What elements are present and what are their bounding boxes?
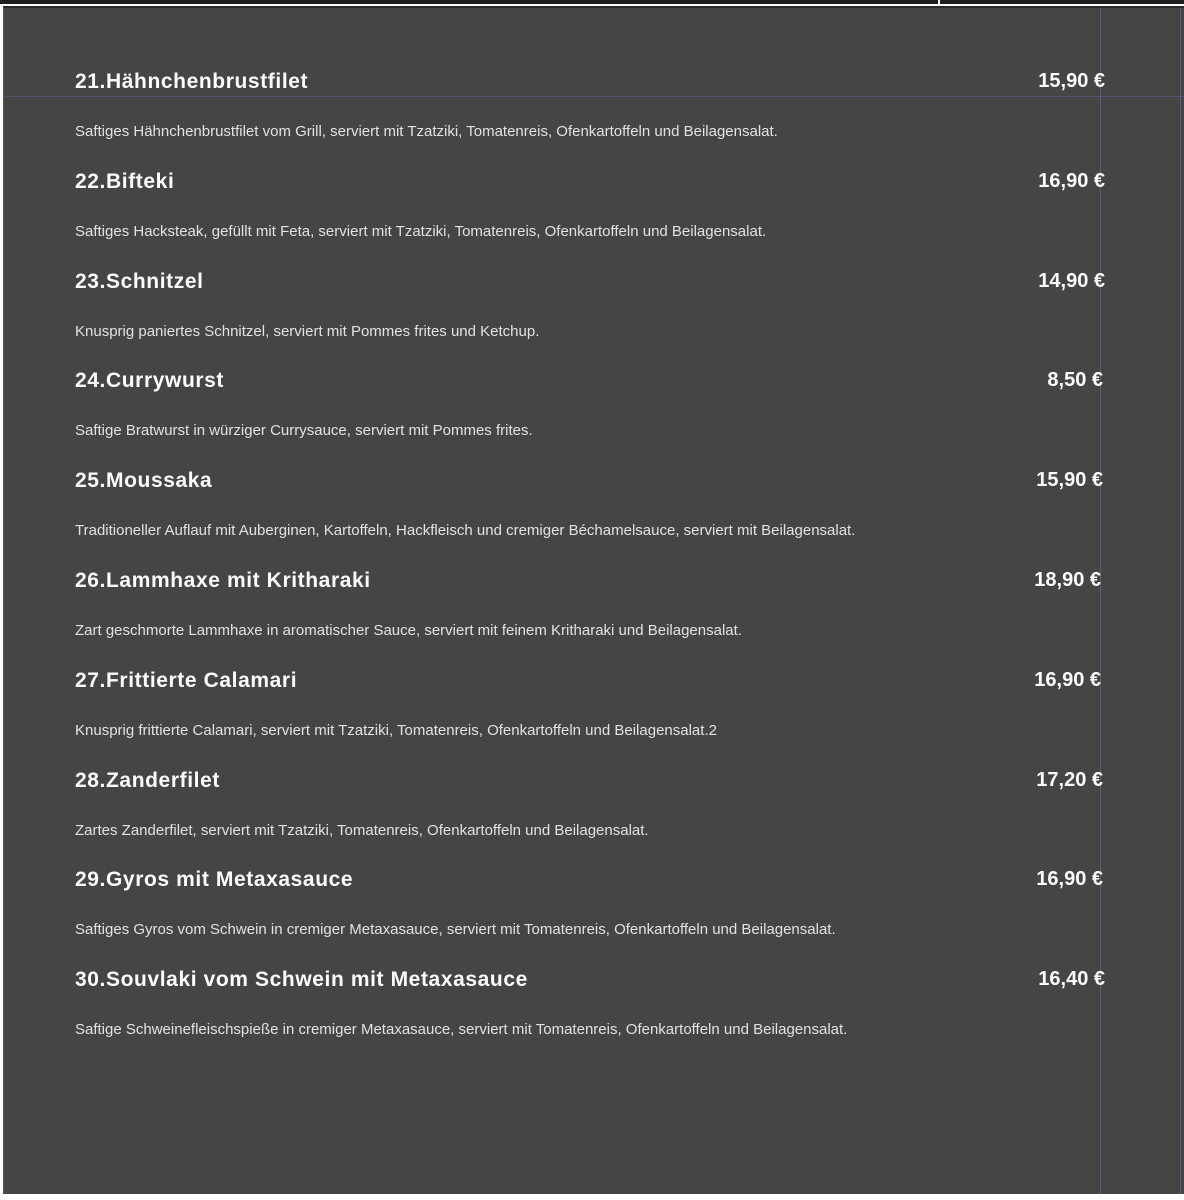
dish-description: Saftiges Hähnchenbrustfilet vom Grill, serviert mit Tzatziki, Tomatenreis, Ofenkartoffeln und Beilagensalat. (75, 123, 778, 140)
dish-price: 17,20 € (1036, 768, 1103, 791)
dish-description: Saftiges Hacksteak, gefüllt mit Feta, serviert mit Tzatziki, Tomatenreis, Ofenkartoffeln und Beilagensalat. (75, 222, 767, 240)
dish-name: 30.Souvlaki vom Schwein mit Metaxasauce (75, 968, 528, 992)
dish-price: 16,90 € (1034, 668, 1101, 691)
menu-item (75, 966, 1115, 1066)
dish-name: 28.Zanderfilet (75, 768, 220, 792)
dish-price: 15,90 € (1038, 70, 1105, 92)
dish-price: 8,50 € (1047, 369, 1103, 392)
dish-name: 23.Schnitzel (75, 269, 204, 293)
menu-item (75, 467, 1115, 567)
dish-price: 15,90 € (1036, 469, 1103, 492)
dish-description: Saftiges Gyros vom Schwein in cremiger Metaxasauce, serviert mit Tomatenreis, Ofenkartoffeln und Beilagensalat. (75, 921, 836, 939)
dish-name: 21.Hähnchenbrustfilet (75, 70, 309, 93)
menu-item (75, 68, 1115, 168)
dish-price: 16,40 € (1038, 968, 1105, 991)
menu-item (75, 367, 1115, 467)
top-border (0, 0, 1184, 4)
dish-name: 26.Lammhaxe mit Kritharaki (75, 568, 371, 592)
dish-description: Saftige Bratwurst in würziger Currysauce, serviert mit Pommes frites. (75, 422, 533, 440)
menu-item (75, 168, 1115, 268)
menu-list (75, 68, 1115, 1066)
dish-name: 25.Moussaka (75, 469, 213, 493)
dish-description: Knusprig paniertes Schnitzel, serviert mit Pommes frites und Ketchup. (75, 322, 540, 340)
menu-item (75, 767, 1115, 867)
menu-item (75, 567, 1115, 667)
dish-description: Zart geschmorte Lammhaxe in aromatischer Sauce, serviert mit feinem Kritharaki und Beilagensalat. (75, 621, 742, 639)
menu-item (75, 866, 1115, 966)
dish-description: Traditioneller Auflauf mit Auberginen, Kartoffeln, Hackfleisch und cremiger Béchamelsauce, serviert mit Beilagensalat. (75, 522, 856, 540)
menu-item (75, 667, 1115, 767)
dish-name: 29.Gyros mit Metaxasauce (75, 868, 354, 892)
top-border-gap (938, 0, 940, 4)
dish-name: 24.Currywurst (75, 369, 225, 393)
guide-line (1180, 8, 1181, 1194)
dish-description: Saftige Schweinefleischspieße in cremiger Metaxasauce, serviert mit Tomatenreis, Ofenkartoffeln und Beilagensalat. (75, 1021, 848, 1039)
dish-price: 14,90 € (1038, 269, 1105, 292)
dish-name: 22.Bifteki (75, 169, 175, 193)
menu-page (3, 6, 1184, 1194)
menu-item (75, 268, 1115, 368)
dish-description: Zartes Zanderfilet, serviert mit Tzatziki, Tomatenreis, Ofenkartoffeln und Beilagensalat. (75, 821, 649, 839)
dish-price: 16,90 € (1038, 169, 1105, 192)
dish-price: 18,90 € (1034, 568, 1101, 591)
dish-name: 27.Frittierte Calamari (75, 668, 298, 692)
dish-description: Knusprig frittierte Calamari, serviert mit Tzatziki, Tomatenreis, Ofenkartoffeln und Beilagensalat.2 (75, 721, 717, 739)
dish-price: 16,90 € (1036, 868, 1103, 891)
